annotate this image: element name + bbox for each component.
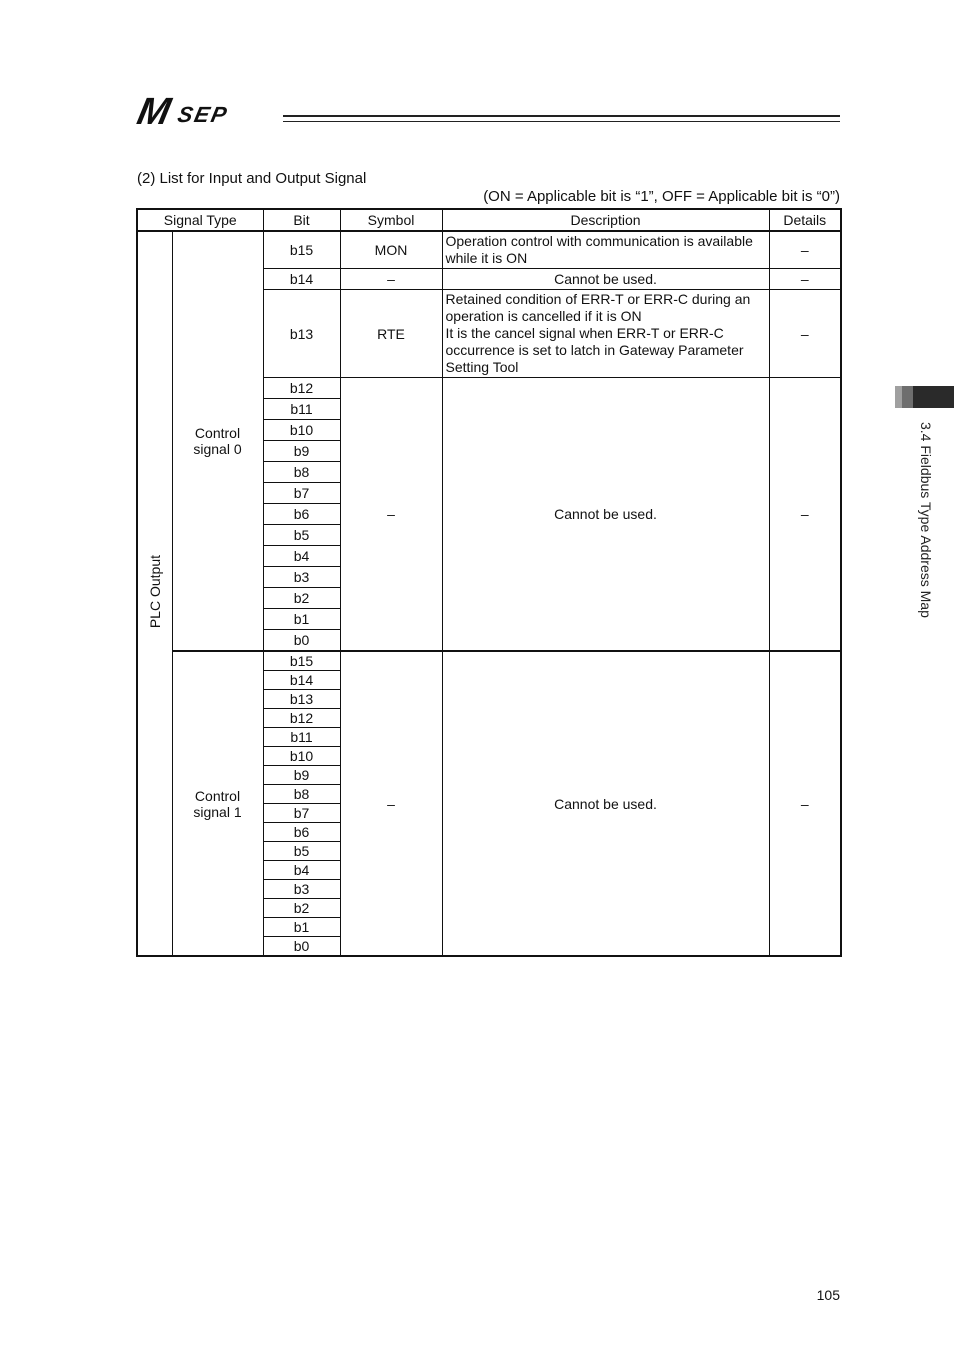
bit-cell: b4: [263, 861, 340, 880]
bit-cell: b3: [263, 567, 340, 588]
description-cell: Cannot be used.: [442, 378, 769, 652]
description-cell: Operation control with communication is available while it is ON: [442, 231, 769, 269]
header-bit: Bit: [263, 209, 340, 231]
header-details: Details: [769, 209, 841, 231]
bit-cell: b10: [263, 747, 340, 766]
bit-cell: b0: [263, 937, 340, 957]
bit-cell: b7: [263, 483, 340, 504]
logo-sep: SEP: [175, 102, 231, 127]
details-cell: –: [769, 651, 841, 956]
sidebar-tab-marker: [895, 386, 954, 408]
description-cell: [442, 290, 769, 378]
bit-cell: b8: [263, 462, 340, 483]
bit-cell: b5: [263, 842, 340, 861]
symbol-cell: –: [340, 378, 442, 652]
details-cell: –: [769, 290, 841, 378]
header-signal-type: Signal Type: [137, 209, 263, 231]
bit-cell: b8: [263, 785, 340, 804]
details-cell: –: [769, 231, 841, 269]
bit-cell: b0: [263, 630, 340, 652]
bit-cell: b13: [263, 290, 340, 378]
description-cell: Cannot be used.: [442, 269, 769, 290]
bit-cell: b9: [263, 766, 340, 785]
description-cell: Cannot be used.: [442, 651, 769, 956]
bit-cell: b9: [263, 441, 340, 462]
legend-note: (ON = Applicable bit is “1”, OFF = Applicable bit is “0”): [483, 188, 840, 205]
bit-cell: b6: [263, 823, 340, 842]
bit-cell: b14: [263, 269, 340, 290]
bit-cell: b15: [263, 231, 340, 269]
bit-cell: b14: [263, 671, 340, 690]
section-title: (2) List for Input and Output Signal: [137, 170, 367, 187]
io-signal-table: [136, 208, 842, 957]
bit-cell: b11: [263, 399, 340, 420]
bit-cell: b4: [263, 546, 340, 567]
bit-cell: b11: [263, 728, 340, 747]
bit-cell: b1: [263, 609, 340, 630]
bit-cell: b6: [263, 504, 340, 525]
header-description: Description: [442, 209, 769, 231]
bit-cell: b12: [263, 378, 340, 399]
table-header-row: [137, 209, 841, 231]
details-cell: –: [769, 378, 841, 652]
header-rule: [283, 115, 840, 117]
symbol-cell: MON: [340, 231, 442, 269]
bit-cell: b5: [263, 525, 340, 546]
page-number: 105: [816, 1287, 840, 1303]
symbol-cell: –: [340, 651, 442, 956]
bit-cell: b7: [263, 804, 340, 823]
sidebar-chapter-label: 3.4 Fieldbus Type Address Map: [918, 422, 934, 618]
header-symbol: Symbol: [340, 209, 442, 231]
logo-m: M: [133, 91, 174, 133]
symbol-cell: RTE: [340, 290, 442, 378]
bit-cell: b12: [263, 709, 340, 728]
control-signal-0-label: Control signal 0: [172, 231, 263, 651]
header-rule-thin: [283, 121, 840, 122]
symbol-cell: –: [340, 269, 442, 290]
plc-output-group: PLC Output: [137, 231, 172, 956]
description-line: It is the cancel signal when ERR-T or ERR-C occurrence is set to latch in Gateway Parameter Setting Tool: [445, 325, 744, 375]
bit-cell: b2: [263, 588, 340, 609]
table-row: [137, 231, 841, 269]
details-cell: –: [769, 269, 841, 290]
mscon-logo: [133, 91, 278, 133]
bit-cell: b10: [263, 420, 340, 441]
bit-cell: b3: [263, 880, 340, 899]
bit-cell: b13: [263, 690, 340, 709]
bit-cell: b2: [263, 899, 340, 918]
control-signal-1-label: Control signal 1: [172, 651, 263, 956]
bit-cell: b1: [263, 918, 340, 937]
description-line: Retained condition of ERR-T or ERR-C during an operation is cancelled if it is ON: [445, 291, 751, 324]
bit-cell: b15: [263, 651, 340, 671]
table-row: [137, 651, 841, 671]
